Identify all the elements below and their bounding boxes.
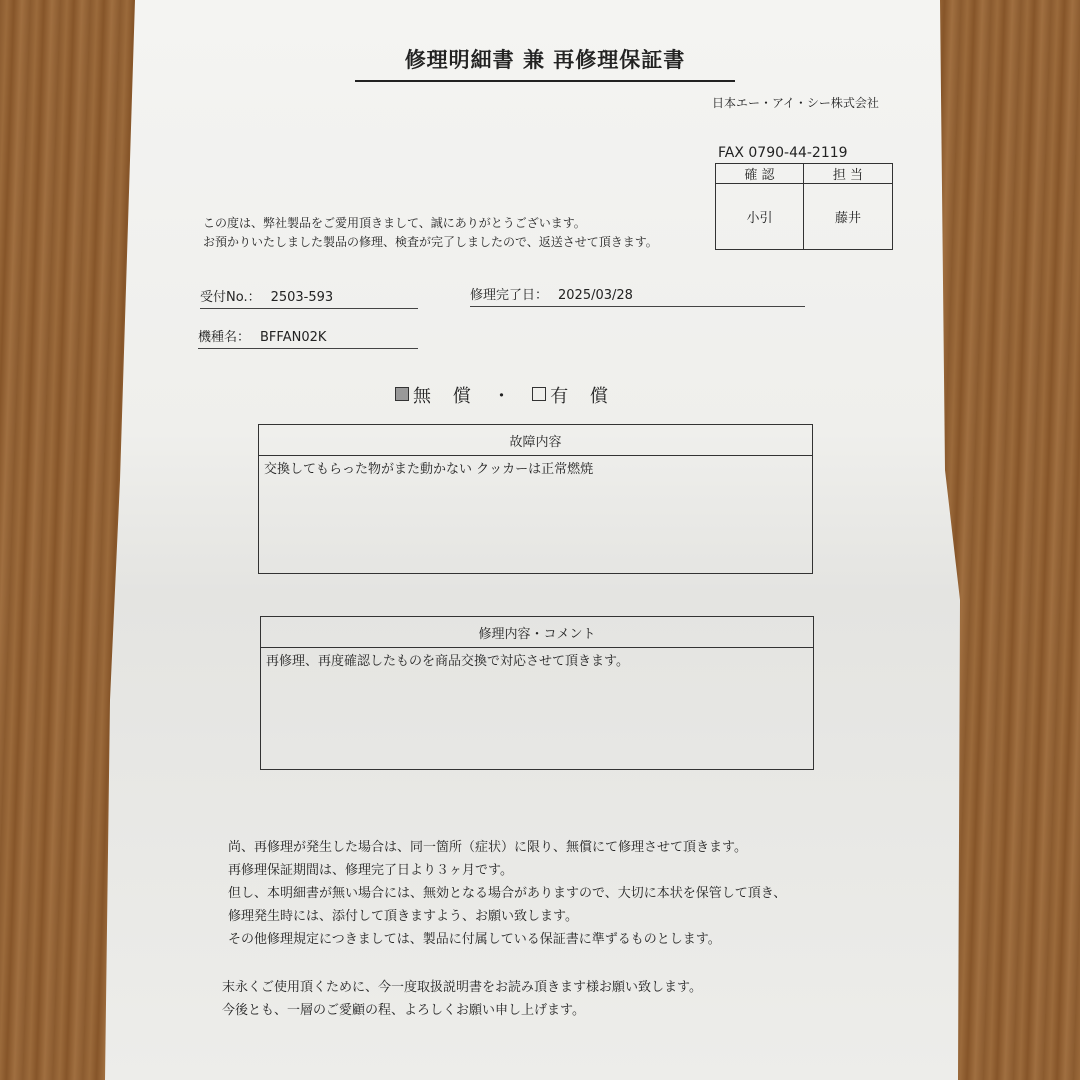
note-line: 但し、本明細書が無い場合には、無効となる場合がありますので、大切に本状を保管して頂き、: [228, 886, 787, 901]
charge-selection: [395, 382, 616, 408]
note-line: 尚、再修理が発生した場合は、同一箇所（症状）に限り、無償にて修理させて頂きます。: [228, 840, 747, 855]
completion-date-field: [470, 284, 805, 307]
receipt-number-value: 2503-593: [270, 290, 334, 305]
repair-comment-header: 修理内容・コメント: [261, 617, 813, 648]
stamp-confirm-name: 小引: [716, 184, 804, 249]
note-line: 修理発生時には、添付して頂きますよう、お願い致します。: [228, 909, 578, 924]
greeting-line: この度は、弊社製品をご愛用頂きまして、誠にありがとうございます。: [203, 216, 586, 230]
model-name-label: 機種名：: [198, 330, 251, 345]
fault-description-text: 交換してもらった物がまた動かない クッカーは正常燃焼: [264, 462, 594, 477]
completion-date-value: 2025/03/28: [558, 288, 633, 303]
model-name-field: [198, 326, 418, 349]
closing-line: 今後とも、一層のご愛顧の程、よろしくお願い申し上げます。: [222, 1003, 585, 1018]
closing-line: 末永くご使用頂くために、今一度取扱説明書をお読み頂きます様お願い致します。: [222, 980, 702, 995]
completion-date-label: 修理完了日：: [470, 288, 549, 303]
model-name-value: BFFAN02K: [260, 330, 327, 345]
company-name: 日本エー・アイ・シー株式会社: [712, 96, 879, 110]
warranty-notes: [228, 836, 786, 951]
stamp-staff-label: 担 当: [804, 164, 892, 184]
fault-description-box: [258, 424, 813, 574]
stamp-confirm-label: 確 認: [716, 164, 804, 184]
fault-description-header: 故障内容: [259, 425, 812, 456]
note-line: その他修理規定につきましては、製品に付属している保証書に準ずるものとします。: [228, 932, 721, 947]
stamp-staff-name: 藤井: [834, 211, 861, 226]
stamp-table: [715, 163, 893, 250]
charge-separator: ・: [492, 386, 519, 407]
greeting-text: [203, 214, 658, 252]
receipt-number-label: 受付No.：: [200, 290, 261, 305]
fax-number: FAX 0790-44-2119: [718, 145, 848, 161]
free-label: 無 償: [413, 386, 479, 407]
note-line: 再修理保証期間は、修理完了日より３ヶ月です。: [228, 863, 513, 878]
repair-comment-text: 再修理、再度確認したものを商品交換で対応させて頂きます。: [266, 654, 629, 669]
paid-checkbox-icon: [532, 387, 546, 401]
greeting-line: お預かりいたしました製品の修理、検査が完了しましたので、返送させて頂きます。: [203, 235, 658, 249]
free-checkbox-icon: [395, 387, 409, 401]
paid-label: 有 償: [550, 386, 616, 407]
repair-comment-box: [260, 616, 814, 770]
closing-message: [222, 976, 702, 1022]
receipt-number-field: [200, 286, 418, 309]
document-title: 修理明細書 兼 再修理保証書: [355, 44, 735, 82]
